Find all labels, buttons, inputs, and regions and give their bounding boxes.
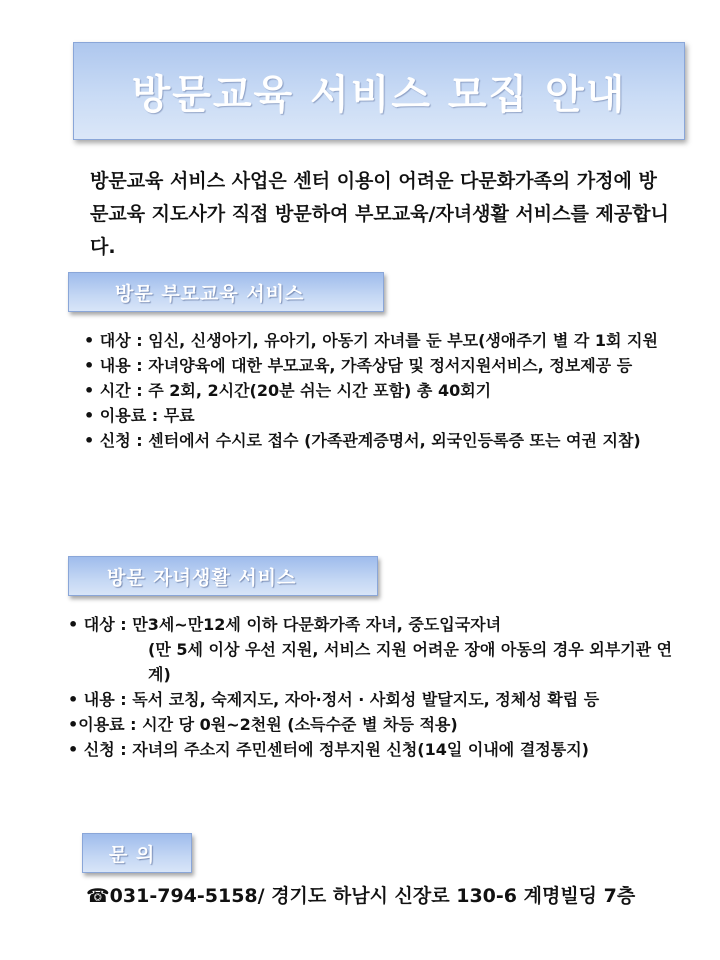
page-title: 방문교육 서비스 모집 안내 [131, 71, 627, 118]
section-title: 문 의 [109, 843, 156, 866]
child-life-list [68, 612, 688, 762]
section-title: 방문 자녀생활 서비스 [107, 566, 297, 589]
list-item-apply: • 신청 : 센터에서 수시로 접수 (가족관계증명서, 외국인등록증 또는 여권 지참) [84, 431, 641, 450]
contact-info [86, 880, 696, 912]
list-item-target-note: (만 5세 이상 우선 지원, 서비스 지원 어려운 장애 아동의 경우 외부기관 연계) [148, 640, 673, 684]
parent-education-list [84, 328, 684, 453]
contact-text: 031-794-5158/ 경기도 하남시 신장로 130-6 계명빌딩 7층 [109, 885, 636, 907]
section-title: 방문 부모교육 서비스 [115, 282, 305, 305]
list-item-time: • 시간 : 주 2회, 2시간(20분 쉬는 시간 포함) 총 40회기 [84, 381, 492, 400]
title-banner [73, 42, 685, 140]
section-header-child-life [68, 556, 378, 596]
list-item-fee: •이용료 : 시간 당 0원~2천원 (소득수준 별 차등 적용) [68, 715, 458, 734]
list-item-content: • 내용 : 자녀양육에 대한 부모교육, 가족상담 및 정서지원서비스, 정보제공 등 [84, 356, 633, 375]
list-item-target: • 대상 : 만3세~만12세 이하 다문화가족 자녀, 중도입국자녀 [68, 615, 502, 634]
phone-icon: ☎ [86, 885, 110, 907]
list-item-content: • 내용 : 독서 코칭, 숙제지도, 자아·정서 · 사회성 발달지도, 정체성 확립 등 [68, 690, 600, 709]
intro-paragraph: 방문교육 서비스 사업은 센터 이용이 어려운 다문화가족의 가정에 방문교육 지도사가 직접 방문하여 부모교육/자녀생활 서비스를 제공합니다. [90, 170, 669, 258]
list-item-apply: • 신청 : 자녀의 주소지 주민센터에 정부지원 신청(14일 이내에 결정통지) [68, 740, 589, 759]
section-header-inquiry [82, 833, 192, 873]
section-header-parent-education [68, 272, 384, 312]
list-item-fee: • 이용료 : 무료 [84, 406, 195, 425]
list-item-target: • 대상 : 임신, 신생아기, 유아기, 아동기 자녀를 둔 부모(생애주기 별 각 1회 지원 [84, 331, 658, 350]
